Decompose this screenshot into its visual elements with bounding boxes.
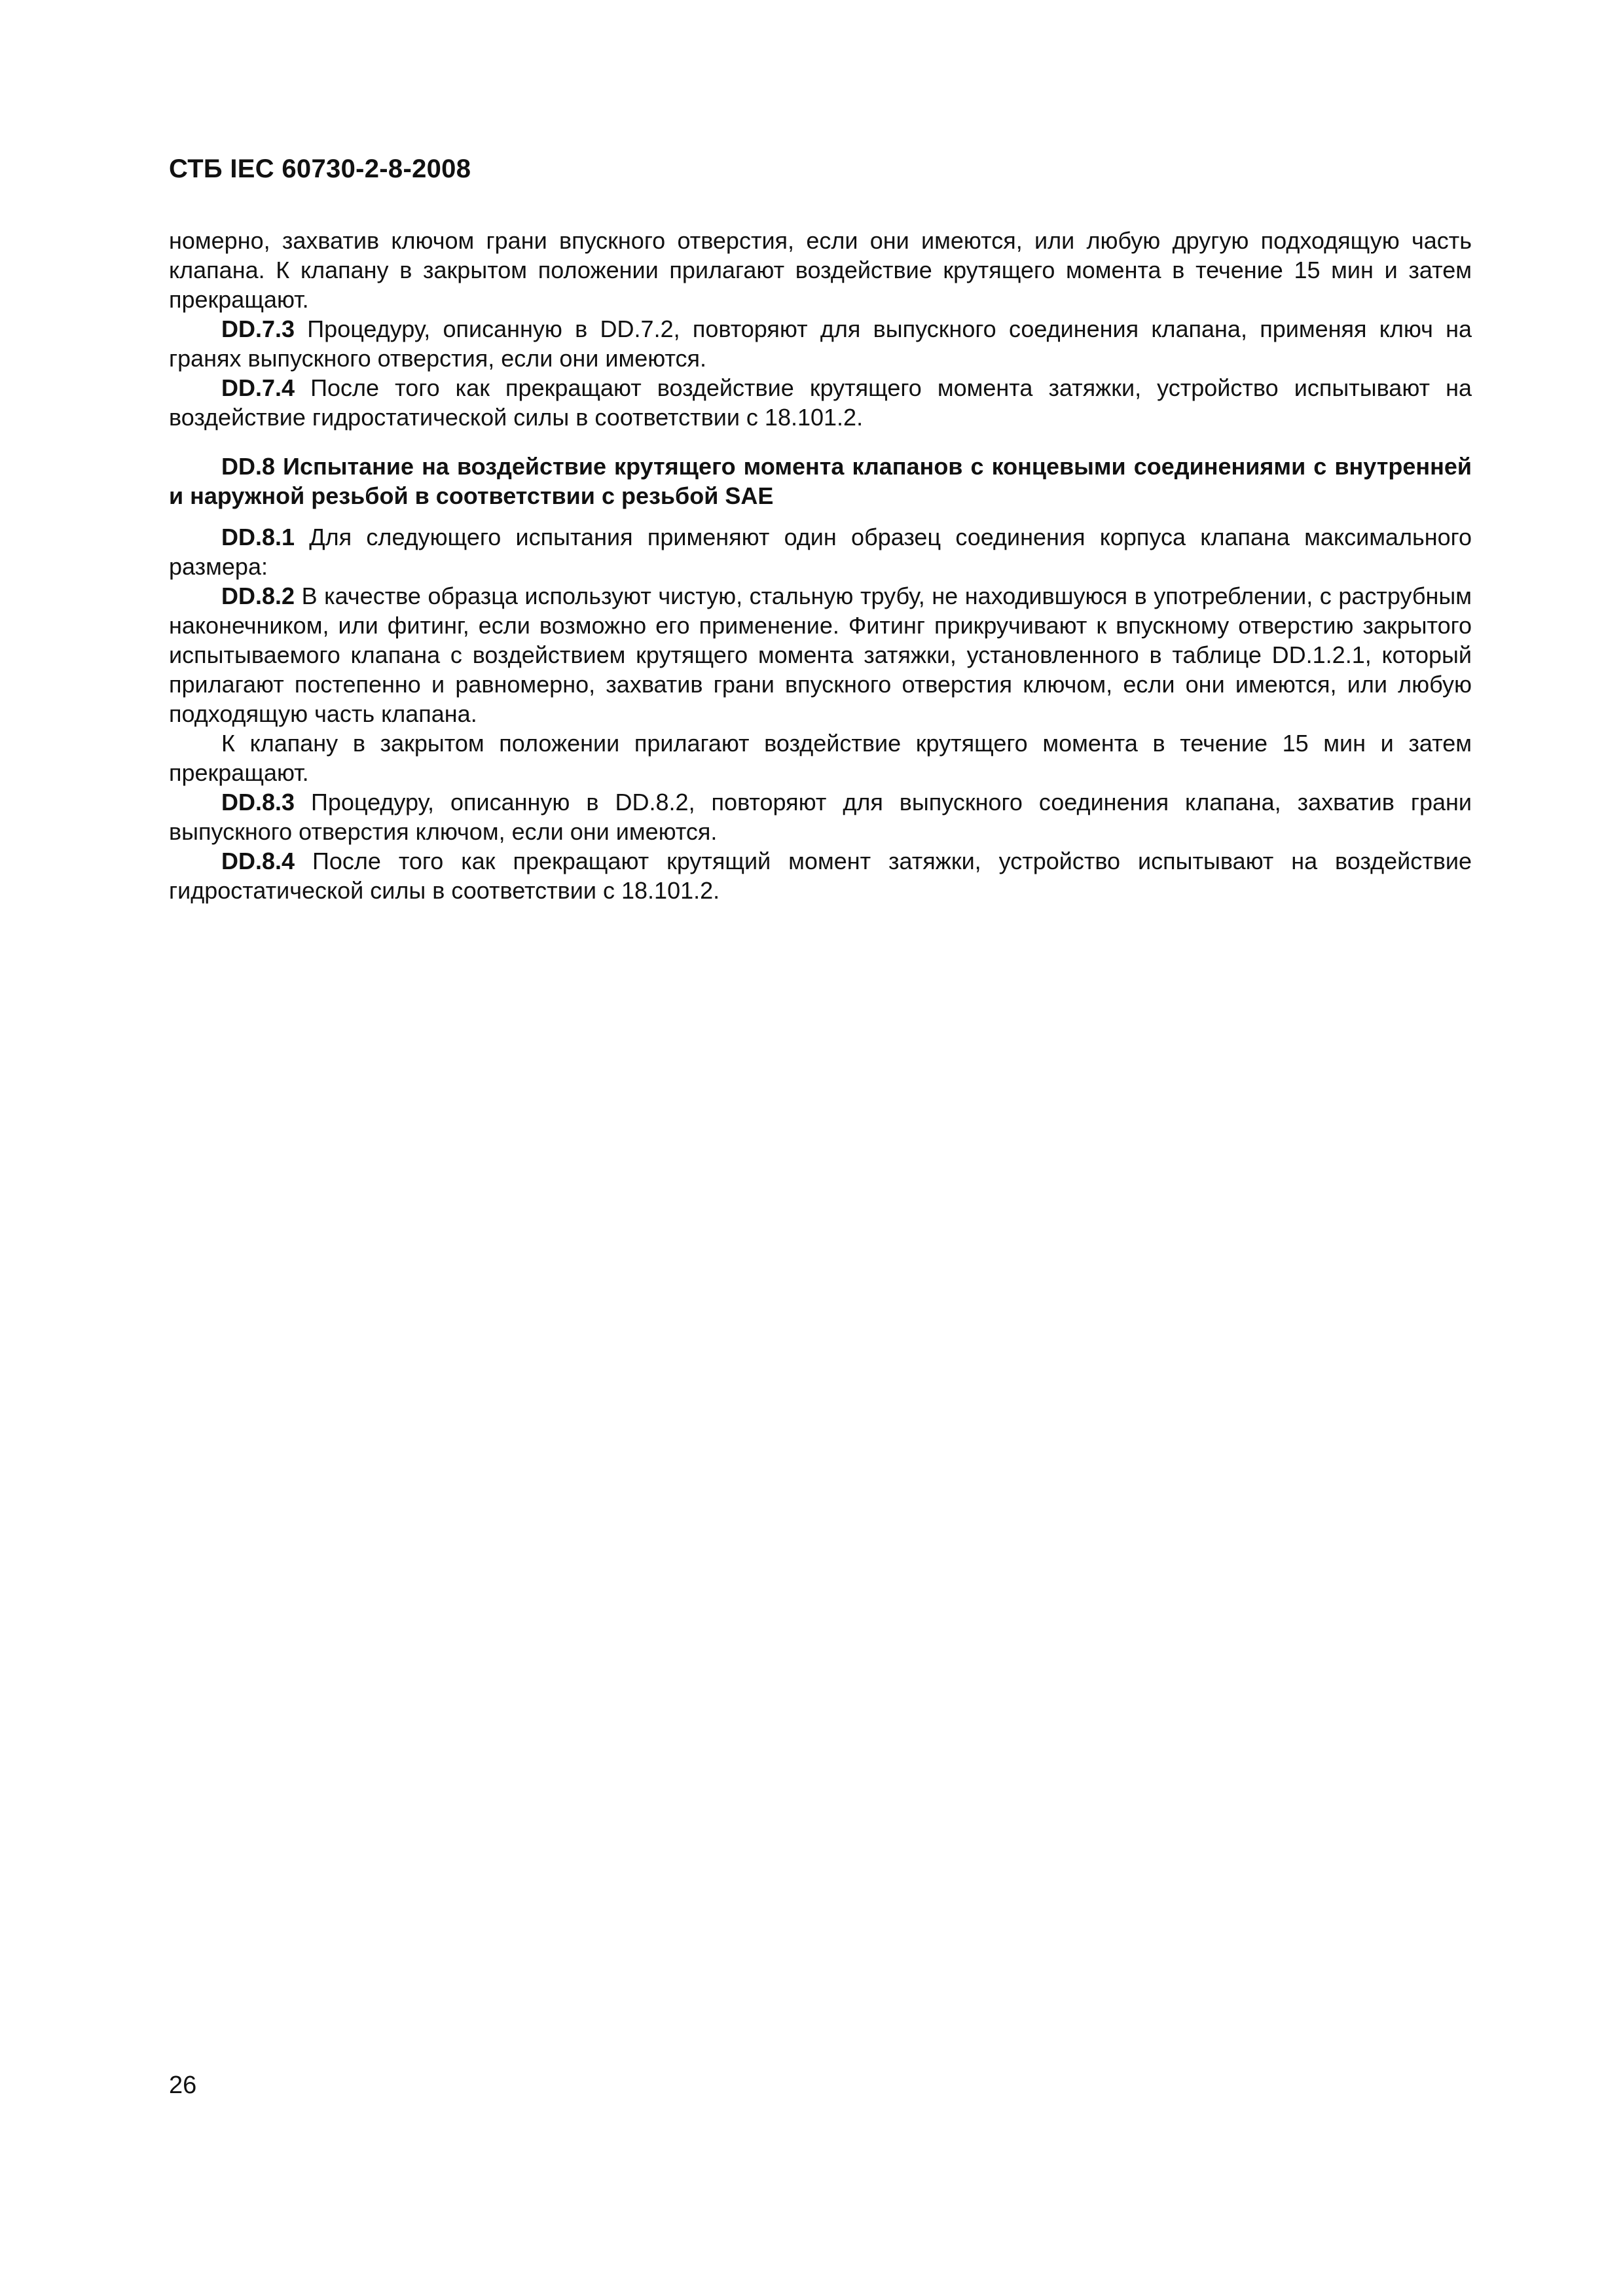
clause-number: DD.8.4 <box>221 848 295 874</box>
clause-number: DD.8.2 <box>221 583 295 609</box>
paragraph-dd-8-3 <box>169 787 1472 846</box>
clause-number: DD.8.3 <box>221 789 295 816</box>
paragraph-text: В качестве образца используют чистую, стальную трубу, не находившуюся в употреблении, с раструбным наконечником, или фитинг, если возможно его применение. Фитинг прикручивают к впускному отверстию закрытого испытываемого клапана с воздействием крутящего момента затяжки, установленного в таблице DD.1.2.1, который прилагают постепенно и равномерно, захватив грани впускного отверстия ключом, если они имеются, или любую подходящую часть клапана. <box>169 583 1472 727</box>
paragraph-text: После того как прекращают крутящий момент затяжки, устройство испытывают на воздействие гидростатической силы в соответствии с 18.101.2. <box>169 848 1472 904</box>
clause-number: DD.7.4 <box>221 374 295 401</box>
document-body <box>169 226 1472 905</box>
section-title-dd-8: DD.8 Испытание на воздействие крутящего момента клапанов с концевыми соединениями с внутренней и наружной резьбой в соответствии с резьбой SAE <box>169 453 1472 509</box>
document-header: СТБ IEC 60730-2-8-2008 <box>169 154 471 183</box>
clause-number: DD.7.3 <box>221 315 295 342</box>
paragraph-text: Для следующего испытания применяют один образец соединения корпуса клапана максимального размера: <box>169 524 1472 580</box>
paragraph-dd-8-4 <box>169 846 1472 905</box>
paragraph-continuation <box>169 226 1472 314</box>
paragraph-text: номерно, захватив ключом грани впускного отверстия, если они имеются, или любую другую подходящую часть клапана. К клапану в закрытом положении прилагают воздействие крутящего момента в течение 15 мин и затем прекращают. <box>169 227 1472 313</box>
paragraph-dd-8-1 <box>169 522 1472 581</box>
page-number: 26 <box>169 2072 197 2099</box>
paragraph-dd-8-2-cont <box>169 728 1472 787</box>
clause-number: DD.8.1 <box>221 524 295 550</box>
paragraph-dd-7-3 <box>169 314 1472 373</box>
paragraph-dd-8-2 <box>169 581 1472 728</box>
paragraph-dd-7-4 <box>169 373 1472 432</box>
paragraph-text: К клапану в закрытом положении прилагают воздействие крутящего момента в течение 15 мин и затем прекращают. <box>169 730 1472 786</box>
paragraph-text: После того как прекращают воздействие крутящего момента затяжки, устройство испытывают на воздействие гидростатической силы в соответствии с 18.101.2. <box>169 374 1472 431</box>
paragraph-text: Процедуру, описанную в DD.8.2, повторяют для выпускного соединения клапана, захватив грани выпускного отверстия ключом, если они имеются. <box>169 789 1472 845</box>
paragraph-text: Процедуру, описанную в DD.7.2, повторяют для выпускного соединения клапана, применяя ключ на гранях выпускного отверстия, если они имеются. <box>169 315 1472 372</box>
